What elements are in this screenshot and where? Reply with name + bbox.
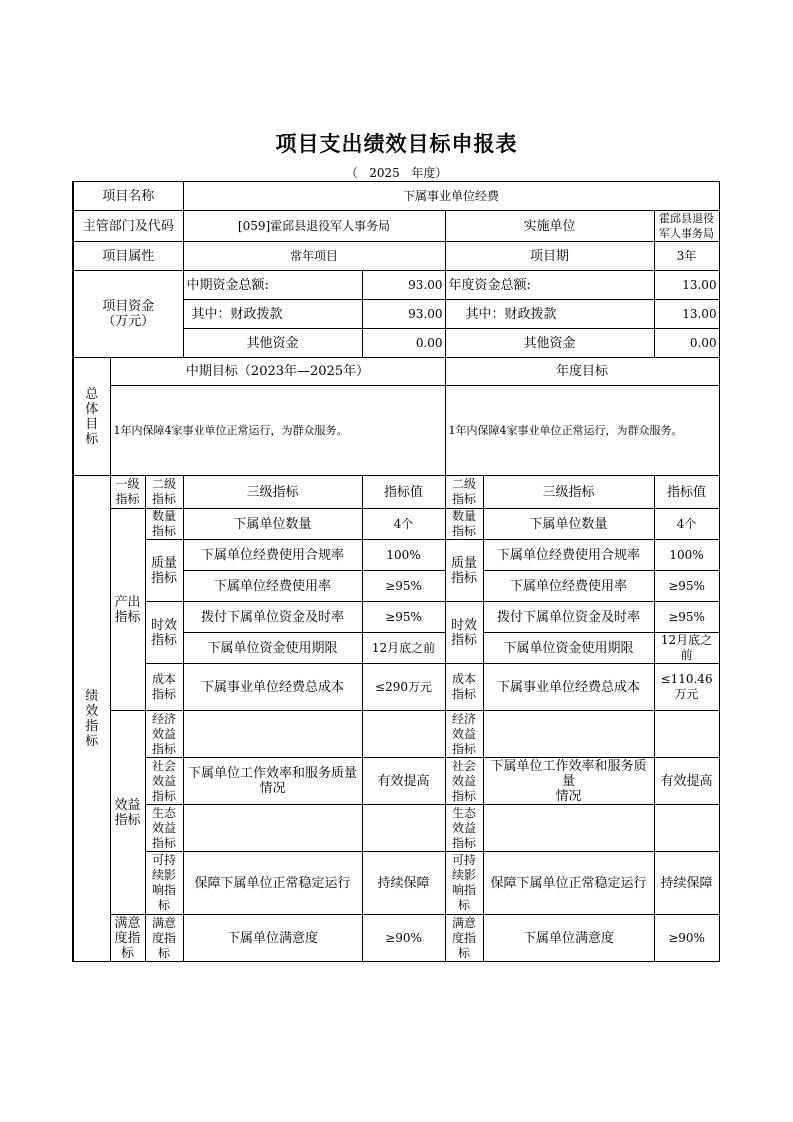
value-year: 持续保障 [654, 852, 719, 915]
indicator-row [73, 758, 719, 805]
year-total-label: 年度资金总额: [445, 271, 654, 300]
mid-total-label: 中期资金总额: [183, 271, 362, 300]
level1-header: 一级 指标 [110, 476, 145, 509]
row-goals-header [73, 358, 719, 386]
value-header-mid: 指标值 [362, 476, 445, 509]
l3-mid: 下属单位经费使用合规率 [183, 540, 362, 571]
l2-year: 质量 指标 [445, 540, 483, 602]
value-year: 12月底之 前 [654, 633, 719, 664]
indicator-row [73, 852, 719, 915]
value-year [654, 805, 719, 852]
funds-label: 项目资金 （万元） [73, 271, 183, 358]
l3-year: 下属单位经费使用率 [483, 571, 654, 602]
l2-year: 成本 指标 [445, 664, 483, 711]
project-attribute-label: 项目属性 [73, 242, 183, 271]
value-mid: 持续保障 [362, 852, 445, 915]
l3-mid: 拨付下属单位资金及时率 [183, 602, 362, 633]
l3-mid: 下属事业单位经费总成本 [183, 664, 362, 711]
value-year [654, 711, 719, 758]
satisfaction-indicators-label: 满意 度指 标 [110, 915, 145, 962]
l2-year: 生态 效益 指标 [445, 805, 483, 852]
l2-mid: 社会 效益 指标 [145, 758, 183, 805]
indicator-row [73, 540, 719, 571]
l3-mid [183, 805, 362, 852]
row-department [73, 211, 719, 242]
indicator-row [73, 602, 719, 633]
mid-fiscal-label: 其中：财政拨款 [183, 300, 362, 329]
mid-term-goal-header: 中期目标（2023年—2025年） [110, 358, 445, 386]
value-header-year: 指标值 [654, 476, 719, 509]
l2-year: 满意 度指 标 [445, 915, 483, 962]
l2-mid: 质量 指标 [145, 540, 183, 602]
department-value: [059]霍邱县退役军人事务局 [183, 211, 445, 242]
year-fiscal-value: 13.00 [654, 300, 719, 329]
l2-mid: 时效 指标 [145, 602, 183, 664]
l2-mid: 生态 效益 指标 [145, 805, 183, 852]
indicator-row [73, 805, 719, 852]
annual-goal-header: 年度目标 [445, 358, 719, 386]
performance-indicators-label: 绩 效 指 标 [73, 476, 110, 962]
indicator-row [73, 509, 719, 540]
l3-year: 下属单位资金使用期限 [483, 633, 654, 664]
l2-year: 社会 效益 指标 [445, 758, 483, 805]
l2-year: 时效 指标 [445, 602, 483, 664]
l3-mid: 保障下属单位正常稳定运行 [183, 852, 362, 915]
l2-mid: 满意 度指 标 [145, 915, 183, 962]
mid-total-value: 93.00 [362, 271, 445, 300]
level3-header-year: 三级指标 [483, 476, 654, 509]
level2-header-year: 二级 指标 [445, 476, 483, 509]
project-attribute-value: 常年项目 [183, 242, 445, 271]
performance-target-form [72, 181, 720, 962]
row-indicator-header [73, 476, 719, 509]
value-year: ≤110.46 万元 [654, 664, 719, 711]
year-fiscal-label: 其中：财政拨款 [445, 300, 654, 329]
indicator-row [73, 664, 719, 711]
l2-mid: 可持 续影 响指 标 [145, 852, 183, 915]
value-mid: 有效提高 [362, 758, 445, 805]
l3-mid: 下属单位工作效率和服务质量 情况 [183, 758, 362, 805]
overall-goals-label: 总 体 目 标 [73, 358, 110, 476]
implementing-unit-label: 实施单位 [445, 211, 654, 242]
value-mid [362, 711, 445, 758]
year-total-value: 13.00 [654, 271, 719, 300]
l2-mid: 成本 指标 [145, 664, 183, 711]
year-other-value: 0.00 [654, 329, 719, 358]
l3-year: 下属单位工作效率和服务质量 情况 [483, 758, 654, 805]
project-name-label: 项目名称 [73, 182, 183, 211]
value-mid: 100% [362, 540, 445, 571]
level3-header-mid: 三级指标 [183, 476, 362, 509]
l2-year: 可持 续影 响指 标 [445, 852, 483, 915]
page-title: 项目支出绩效目标申报表 [275, 132, 518, 156]
row-funds-total [73, 271, 719, 300]
l3-mid: 下属单位数量 [183, 509, 362, 540]
l2-year: 数量 指标 [445, 509, 483, 540]
l3-mid: 下属单位资金使用期限 [183, 633, 362, 664]
value-mid: ≥90% [362, 915, 445, 962]
value-mid: ≥95% [362, 602, 445, 633]
l2-mid: 数量 指标 [145, 509, 183, 540]
l2-mid: 经济 效益 指标 [145, 711, 183, 758]
l3-mid [183, 711, 362, 758]
l3-mid: 下属单位经费使用率 [183, 571, 362, 602]
l3-year: 拨付下属单位资金及时率 [483, 602, 654, 633]
mid-fiscal-value: 93.00 [362, 300, 445, 329]
value-mid: ≥95% [362, 571, 445, 602]
l2-year: 经济 效益 指标 [445, 711, 483, 758]
project-period-label: 项目期 [445, 242, 654, 271]
value-mid: 4个 [362, 509, 445, 540]
output-indicators-label: 产出 指标 [110, 509, 145, 711]
value-year: ≥90% [654, 915, 719, 962]
value-year: 100% [654, 540, 719, 571]
l3-year: 下属单位数量 [483, 509, 654, 540]
row-project-name [73, 182, 719, 211]
department-label: 主管部门及代码 [73, 211, 183, 242]
indicator-row [73, 915, 719, 962]
value-year: ≥95% [654, 602, 719, 633]
fiscal-year-line: （ 2025 年度） [345, 166, 448, 180]
mid-other-value: 0.00 [362, 329, 445, 358]
project-period-value: 3年 [654, 242, 719, 271]
benefit-indicators-label: 效益 指标 [110, 711, 145, 915]
value-mid: ≤290万元 [362, 664, 445, 711]
annual-goal-text: 1年内保障4家事业单位正常运行，为群众服务。 [445, 386, 719, 476]
year-other-label: 其他资金 [445, 329, 654, 358]
mid-term-goal-text: 1年内保障4家事业单位正常运行，为群众服务。 [110, 386, 445, 476]
indicator-row [73, 711, 719, 758]
project-name-value: 下属事业单位经费 [183, 182, 719, 211]
row-project-attribute [73, 242, 719, 271]
l3-year: 保障下属单位正常稳定运行 [483, 852, 654, 915]
l3-year [483, 711, 654, 758]
row-goals-text [73, 386, 719, 476]
l3-year: 下属单位经费使用合规率 [483, 540, 654, 571]
implementing-unit-value: 霍邱县退役军人事务局 [654, 211, 719, 242]
value-year: ≥95% [654, 571, 719, 602]
value-year: 有效提高 [654, 758, 719, 805]
l3-year: 下属单位满意度 [483, 915, 654, 962]
l3-year: 下属事业单位经费总成本 [483, 664, 654, 711]
level2-header-mid: 二级 指标 [145, 476, 183, 509]
value-year: 4个 [654, 509, 719, 540]
l3-mid: 下属单位满意度 [183, 915, 362, 962]
value-mid [362, 805, 445, 852]
value-mid: 12月底之前 [362, 633, 445, 664]
mid-other-label: 其他资金 [183, 329, 362, 358]
l3-year [483, 805, 654, 852]
